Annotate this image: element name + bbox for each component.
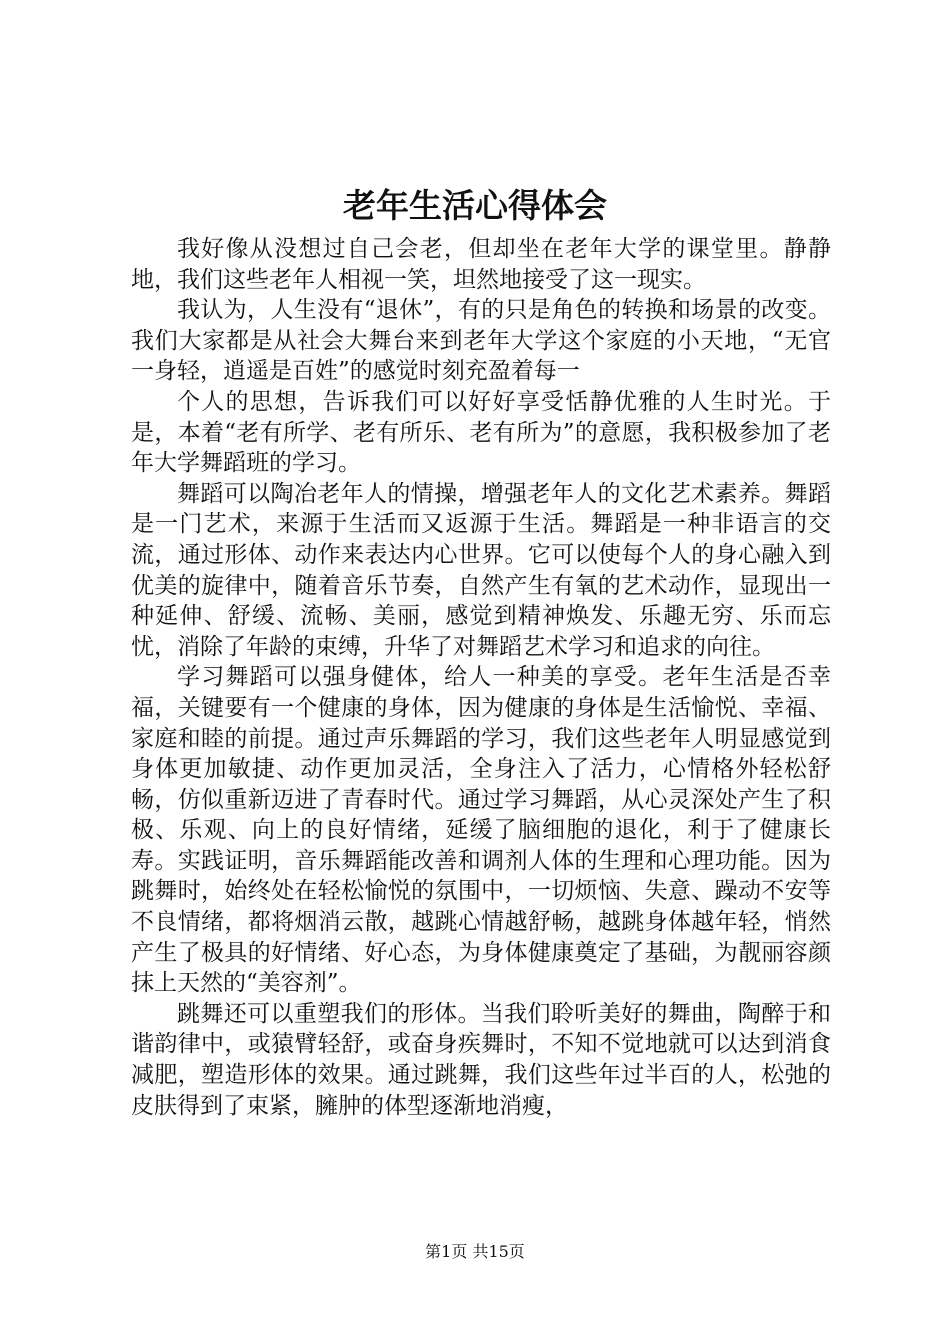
paragraph: 学习舞蹈可以强身健体，给人一种美的享受。老年生活是否幸福，关键要有一个健康的身体，因为健康的身体是生活愉悦、幸福、家庭和睦的前提。通过声乐舞蹈的学习，我们这些老年人明显感觉到身体更加敏捷、动作更加灵活，全身注入了活力，心情格外轻松舒畅，仿似重新迈进了青春时代。通过学习舞蹈，从心灵深处产生了积极、乐观、向上的良好情绪，延缓了脑细胞的退化，利于了健康长寿。实践证明，音乐舞蹈能改善和调剂人体的生理和心理功能。因为跳舞时，始终处在轻松愉悦的氛围中，一切烦恼、失意、躁动不安等不良情绪，都将烟消云散，越跳心情越舒畅，越跳身体越年轻，悄然产生了极具的好情绪、好心态，为身体健康奠定了基础，为靓丽容颜抹上天然的“美容剂”。 (131, 664, 831, 997)
paragraph: 跳舞还可以重塑我们的形体。当我们聆听美好的舞曲，陶醉于和谐韵律中，或猿臂轻舒，或奋身疾舞时，不知不觉地就可以达到消食减肥，塑造形体的效果。通过跳舞，我们这些年过半百的人，松弛的皮肤得到了束紧，臃肿的体型逐渐地消瘦， (131, 1000, 831, 1119)
document-title: 老年生活心得体会 (343, 186, 607, 225)
page-footer: 第1页 共15页 (425, 1242, 525, 1261)
paragraph: 舞蹈可以陶冶老年人的情操，增强老年人的文化艺术素养。舞蹈是一门艺术，来源于生活而又返源于生活。舞蹈是一种非语言的交流，通过形体、动作来表达内心世界。它可以使每个人的身心融入到优美的旋律中，随着音乐节奏，自然产生有氧的艺术动作，显现出一种延伸、舒缓、流畅、美丽，感觉到精神焕发、乐趣无穷、乐而忘忧，消除了年龄的束缚，升华了对舞蹈艺术学习和追求的向往。 (131, 480, 831, 660)
document-body (131, 234, 831, 1121)
paragraph: 个人的思想，告诉我们可以好好享受恬静优雅的人生时光。于是，本着“老有所学、老有所乐、老有所为”的意愿，我积极参加了老年大学舞蹈班的学习。 (131, 388, 831, 477)
paragraph: 我认为，人生没有“退休”，有的只是角色的转换和场景的改变。我们大家都是从社会大舞台来到老年大学这个家庭的小天地，“无官一身轻，逍遥是百姓”的感觉时刻充盈着每一 (131, 297, 831, 385)
paragraph: 我好像从没想过自己会老，但却坐在老年大学的课堂里。静静地，我们这些老年人相视一笑，坦然地接受了这一现实。 (131, 236, 831, 293)
